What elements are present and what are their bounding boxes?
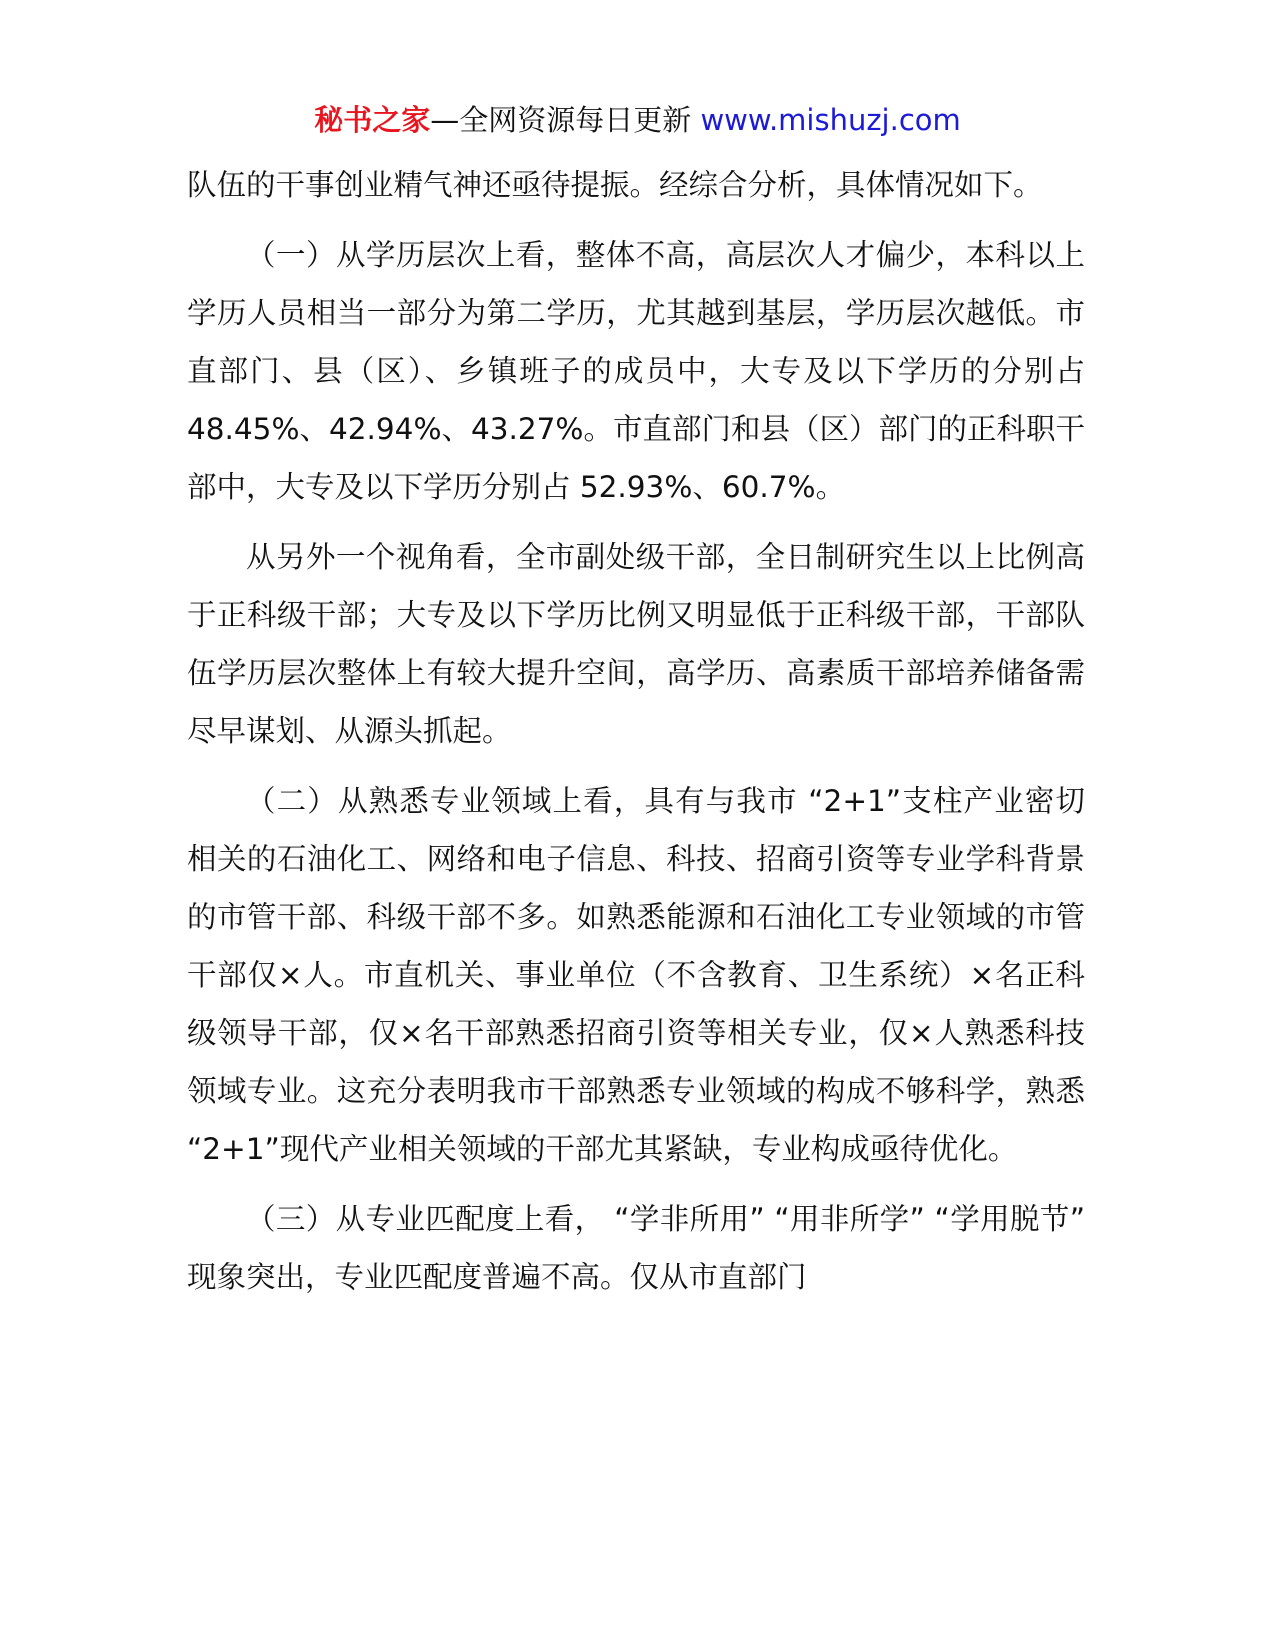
paragraph-professional-match: （三）从专业匹配度上看， “学非所用” “用非所学” “学用脱节” 现象突出，专业匹配度普遍不高。仅从市直部门 (187, 1202, 1085, 1294)
site-slogan: —全网资源每日更新 (430, 103, 692, 137)
paragraph-other-perspective: 从另外一个视角看，全市副处级干部，全日制研究生以上比例高于正科级干部；大专及以下学历比例又明显低于正科级干部，干部队伍学历层次整体上有较大提升空间，高学历、高素质干部培养储备需尽早谋划、从源头抓起。 (187, 540, 1085, 748)
site-brand: 秘书之家 (314, 103, 431, 137)
paragraph-continued: 队伍的干事创业精气神还亟待提振。经综合分析，具体情况如下。 (187, 168, 1043, 202)
document-body (187, 156, 1085, 1318)
paragraph-education-level: （一）从学历层次上看，整体不高，高层次人才偏少，本科以上学历人员相当一部分为第二学历，尤其越到基层，学历层次越低。市直部门、县（区）、乡镇班子的成员中，大专及以下学历的分别占 48.45%、42.94%、43.27%。市直部门和县（区）部门的正科职干部中，大专及以下学历分别占 52.93%、60.7%。 (187, 238, 1085, 504)
page-header (0, 100, 1275, 140)
site-url-link[interactable]: www.mishuzj.com (700, 103, 961, 137)
paragraph-professional-fields: （二）从熟悉专业领域上看，具有与我市 “2+1”支柱产业密切相关的石油化工、网络和电子信息、科技、招商引资等专业学科背景的市管干部、科级干部不多。如熟悉能源和石油化工专业领域的市管干部仅×人。市直机关、事业单位（不含教育、卫生系统）×名正科级领导干部，仅×名干部熟悉招商引资等相关专业，仅×人熟悉科技领域专业。这充分表明我市干部熟悉专业领域的构成不够科学，熟悉 “2+1”现代产业相关领域的干部尤其紧缺，专业构成亟待优化。 (187, 784, 1085, 1166)
